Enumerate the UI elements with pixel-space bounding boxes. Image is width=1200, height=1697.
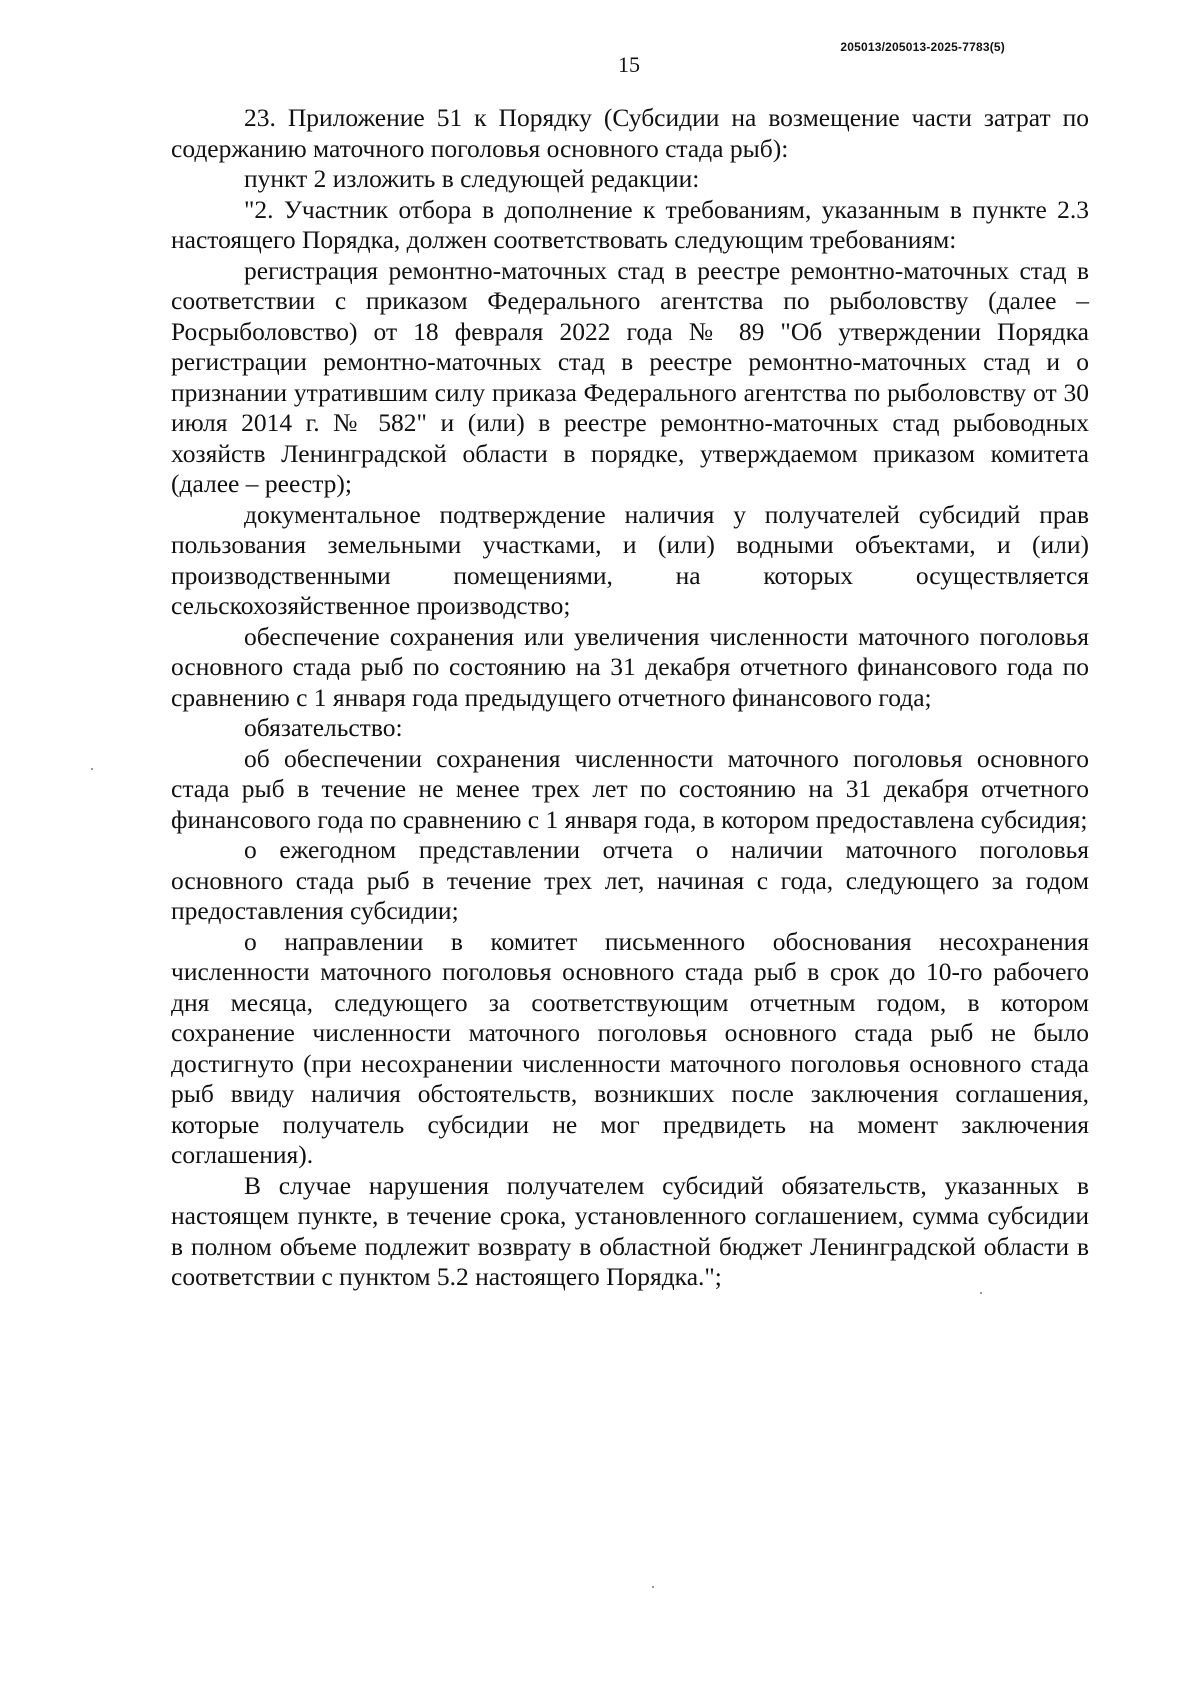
scan-speck: [91, 768, 93, 770]
paragraph-obligation-heading: обязательство:: [244, 713, 403, 742]
paragraph-point-2: "2. Участник отбора в дополнение к требованиям, указанным в пункте 2.3 настоящего Порядка, должен соответствовать следующим требованиям:: [171, 194, 1089, 254]
paragraph-item-23: 23. Приложение 51 к Порядку (Субсидии на возмещение части затрат по содержанию маточного поголовья основного стада рыб):: [171, 103, 1089, 163]
scan-speck: [652, 1586, 654, 1588]
paragraph-land-rights: документальное подтверждение наличия у получателей субсидий прав пользования земельными участками, и (или) водными объектами, и (или) производственными помещениями, на которых осуществляется сельскохозяйственное производство;: [171, 499, 1089, 620]
paragraph-obligation-justification: о направлении в комитет письменного обоснования несохранения численности маточного поголовья основного стада рыб в срок до 10-го рабочего дня месяца, следующего за соответствующим отчетным годом, в котором сохранение численности маточного поголовья основного стада рыб не было достигнуто (при несохранении численности маточного поголовья основного стада рыб ввиду наличия обстоятельств, возникших после заключения соглашения, которые получатель субсидии не мог предвидеть на момент заключения соглашения).: [171, 926, 1089, 1169]
paragraph-obligation-report: о ежегодном представлении отчета о наличии маточного поголовья основного стада рыб в течение трех лет, начиная с года, следующего за годом предоставления субсидии;: [171, 835, 1089, 925]
document-body: [171, 103, 1089, 1293]
paragraph-registration: регистрация ремонтно-маточных стад в реестре ремонтно-маточных стад в соответствии с приказом Федерального агентства по рыболовству (далее – Росрыболовство) от 18 февраля 2022 года № 89 "Об утверждении Порядка регистрации ремонтно-маточных стад в реестре ремонтно-маточных стад и о признании утратившим силу приказа Федерального агентства по рыболовству от 30 июля 2014 г. № 582" и (или) в реестре ремонтно-маточных стад рыбоводных хозяйств Ленинградской области в порядке, утверждаемом приказом комитета (далее – реестр);: [171, 255, 1089, 498]
paragraph-instruction: пункт 2 изложить в следующей редакции:: [244, 164, 700, 193]
paragraph-violation: В случае нарушения получателем субсидий обязательств, указанных в настоящем пункте, в течение срока, установленного соглашением, сумма субсидии в полном объеме подлежит возврату в областной бюджет Ленинградской области в соответствии с пунктом 5.2 настоящего Порядка.";: [171, 1170, 1089, 1291]
document-id: 205013/205013-2025-7783(5): [840, 40, 1005, 54]
paragraph-stock-preservation: обеспечение сохранения или увеличения численности маточного поголовья основного стада рыб по состоянию на 31 декабря отчетного финансового года по сравнению с 1 января года предыдущего отчетного финансового года;: [171, 621, 1089, 712]
scan-speck: [980, 1292, 982, 1294]
page-number: 15: [618, 52, 640, 77]
paragraph-obligation-preserve: об обеспечении сохранения численности маточного поголовья основного стада рыб в течение не менее трех лет по состоянию на 31 декабря отчетного финансового года по сравнению с 1 января года, в котором предоставлена субсидия;: [171, 743, 1089, 834]
